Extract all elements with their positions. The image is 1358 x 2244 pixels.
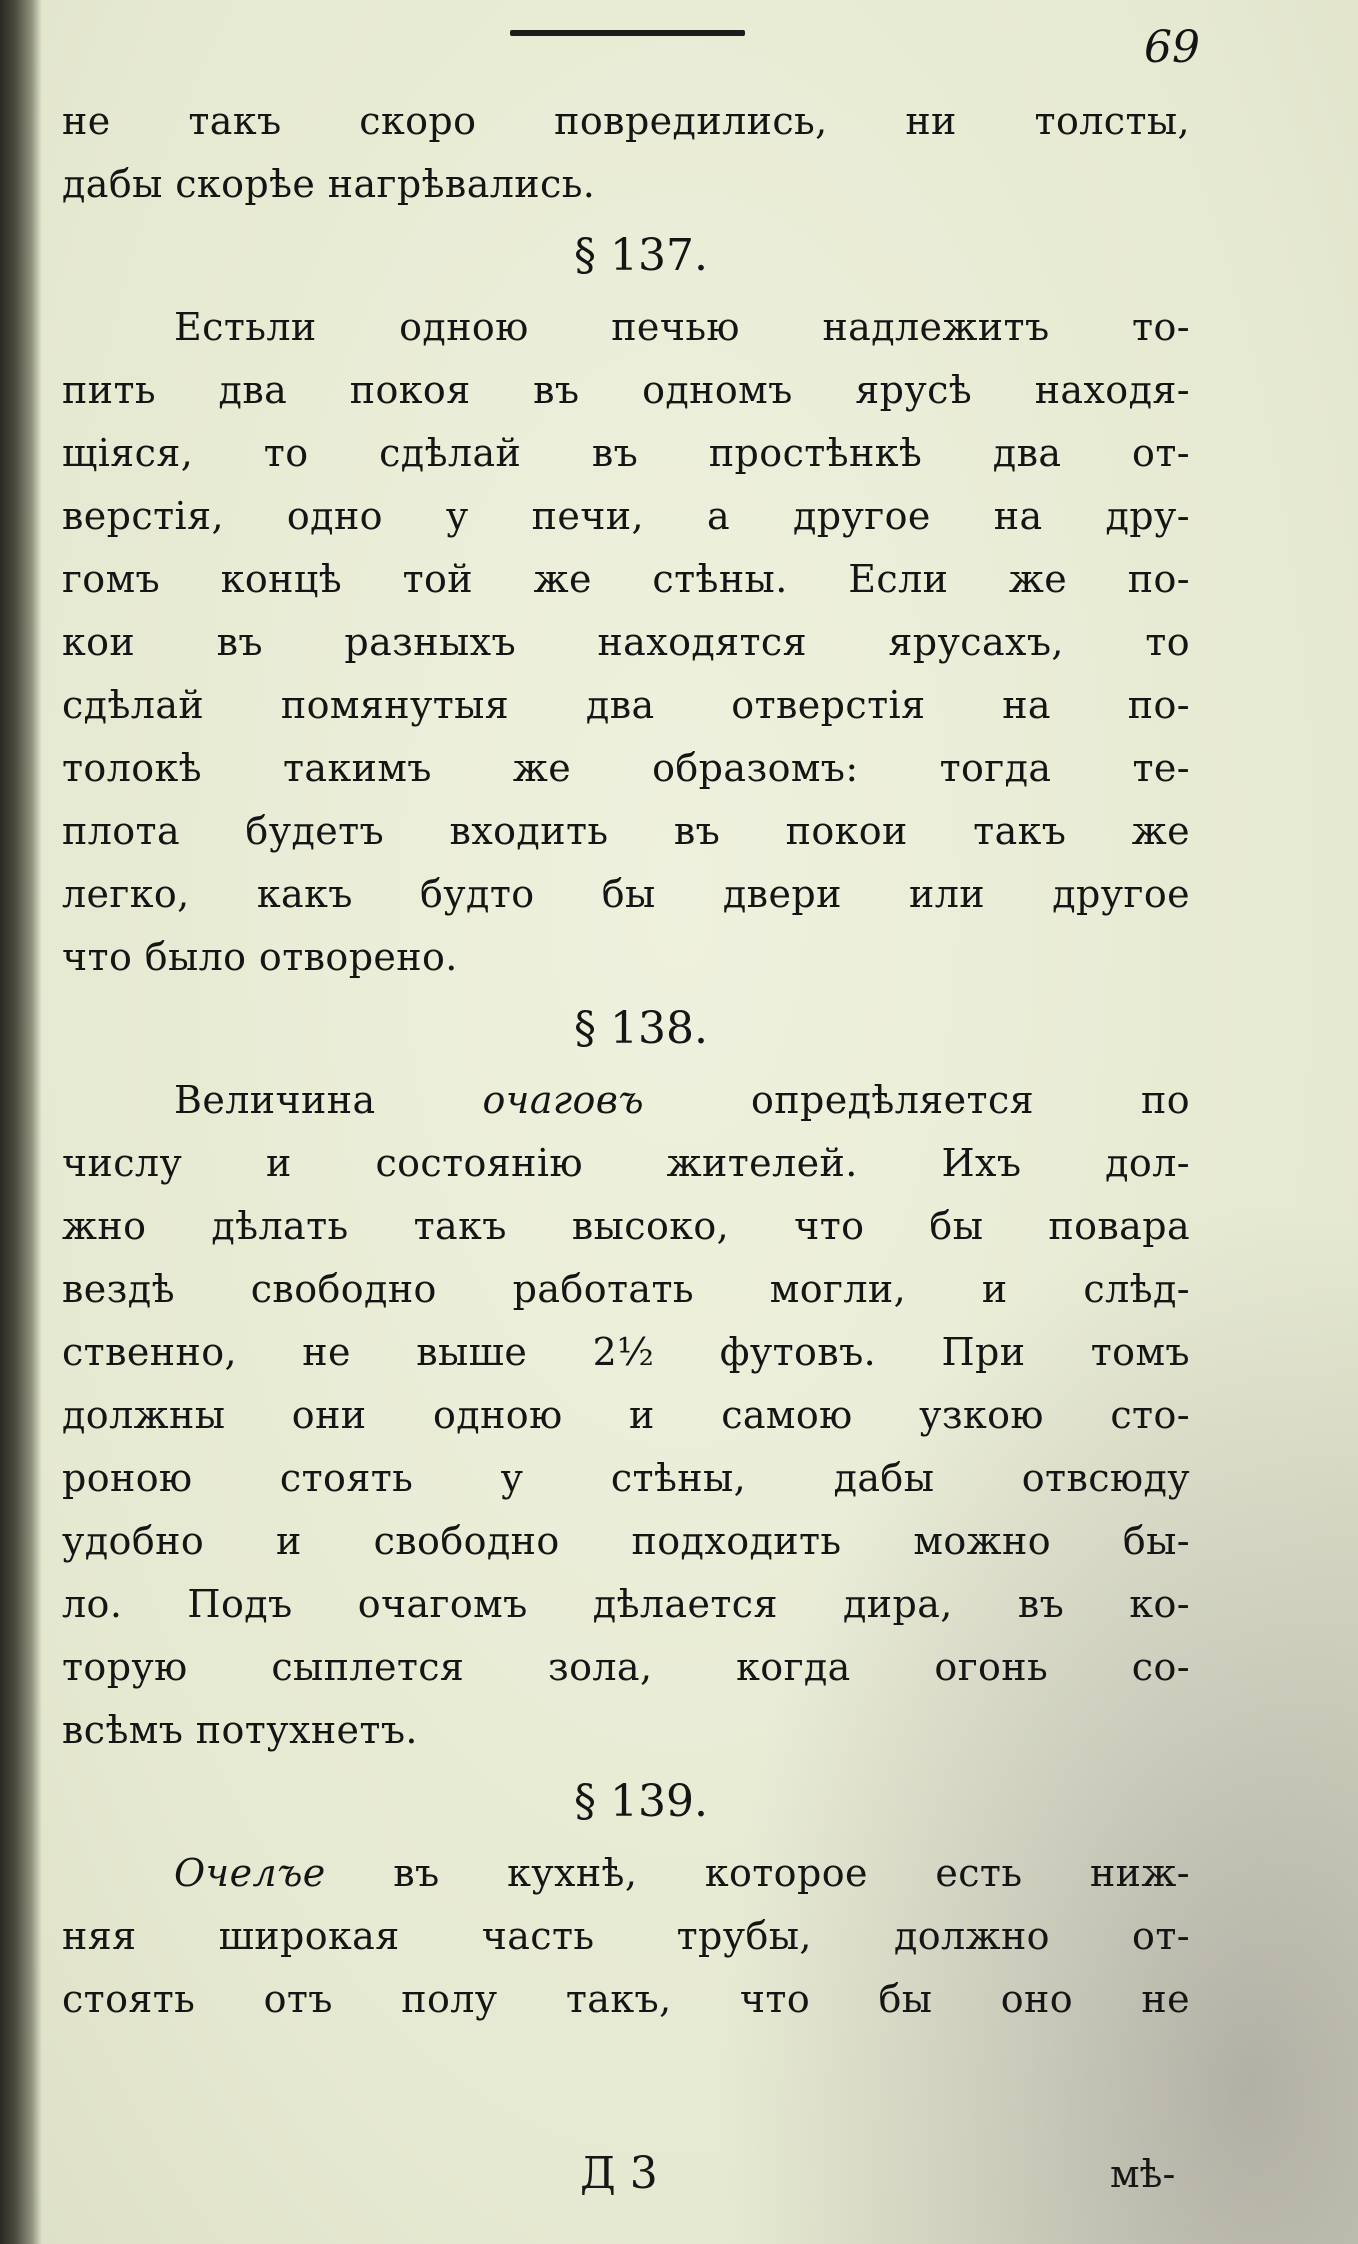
text-line: няя широкая часть трубы, должно от- (62, 1914, 1190, 1958)
text-line: кои въ разныхъ находятся ярусахъ, то (62, 620, 1190, 664)
italic-term: очаговъ (482, 1078, 644, 1122)
page-text (62, 90, 1190, 2031)
text-line: верстія, одно у печи, а другое на дру- (62, 494, 1190, 538)
header-rule (510, 30, 745, 36)
text-line (62, 1069, 1190, 1132)
book-spine-shadow (0, 0, 42, 2244)
text-line: пить два покоя въ одномъ ярусѣ находя- (62, 368, 1190, 412)
text-line: плота будетъ входить въ покои такъ же (62, 809, 1190, 853)
text-line: легко, какъ будто бы двери или другое (62, 872, 1190, 916)
text-line: всѣмъ потухнетъ. (62, 1708, 418, 1752)
text-line: жно дѣлать такъ высоко, что бы повара (62, 1204, 1190, 1248)
text-line: ственно, не выше 2½ футовъ. При томъ (62, 1330, 1190, 1374)
text-line: торую сыплется зола, когда огонь со- (62, 1645, 1190, 1689)
section-heading: § 137. (574, 230, 708, 281)
text-line: должны они одною и самою узкою сто- (62, 1393, 1190, 1437)
section-heading: § 138. (574, 1003, 708, 1054)
text-line: стоять отъ полу такъ, что бы оно не (62, 1977, 1190, 2021)
text-line: сдѣлай помянутыя два отверстія на по- (62, 683, 1190, 727)
page-number: 69 (1144, 22, 1200, 73)
text-line: ло. Подъ очагомъ дѣлается дира, въ ко- (62, 1582, 1190, 1626)
text-line: гомъ концѣ той же стѣны. Если же по- (62, 557, 1190, 601)
text-line: вездѣ свободно работать могли, и слѣд- (62, 1267, 1190, 1311)
signature-mark: Д 3 (580, 2148, 658, 2199)
text-line: толокѣ такимъ же образомъ: тогда те- (62, 746, 1190, 790)
text-line: что было отворено. (62, 935, 458, 979)
text-line: роною стоять у стѣны, дабы отвсюду (62, 1456, 1190, 1500)
text-run: въ кухнѣ, которое есть ниж- (325, 1851, 1190, 1895)
text-run: Величина (174, 1078, 483, 1122)
text-line: числу и состоянію жителей. Ихъ дол- (62, 1141, 1190, 1185)
text-line: удобно и свободно подходить можно бы- (62, 1519, 1190, 1563)
text-line: щіяся, то сдѣлай въ простѣнкѣ два от- (62, 431, 1190, 475)
text-line: дабы скорѣе нагрѣвались. (62, 162, 596, 206)
section-heading: § 139. (574, 1776, 708, 1827)
text-line (62, 1842, 1190, 1905)
text-run: опредѣляется по (644, 1078, 1190, 1122)
text-line: Естьли одною печью надлежитъ то- (174, 305, 1190, 349)
italic-term: Очелъе (174, 1851, 326, 1895)
text-line: не такъ скоро повредились, ни толсты, (62, 99, 1190, 143)
catchword: мѣ- (1110, 2152, 1176, 2196)
